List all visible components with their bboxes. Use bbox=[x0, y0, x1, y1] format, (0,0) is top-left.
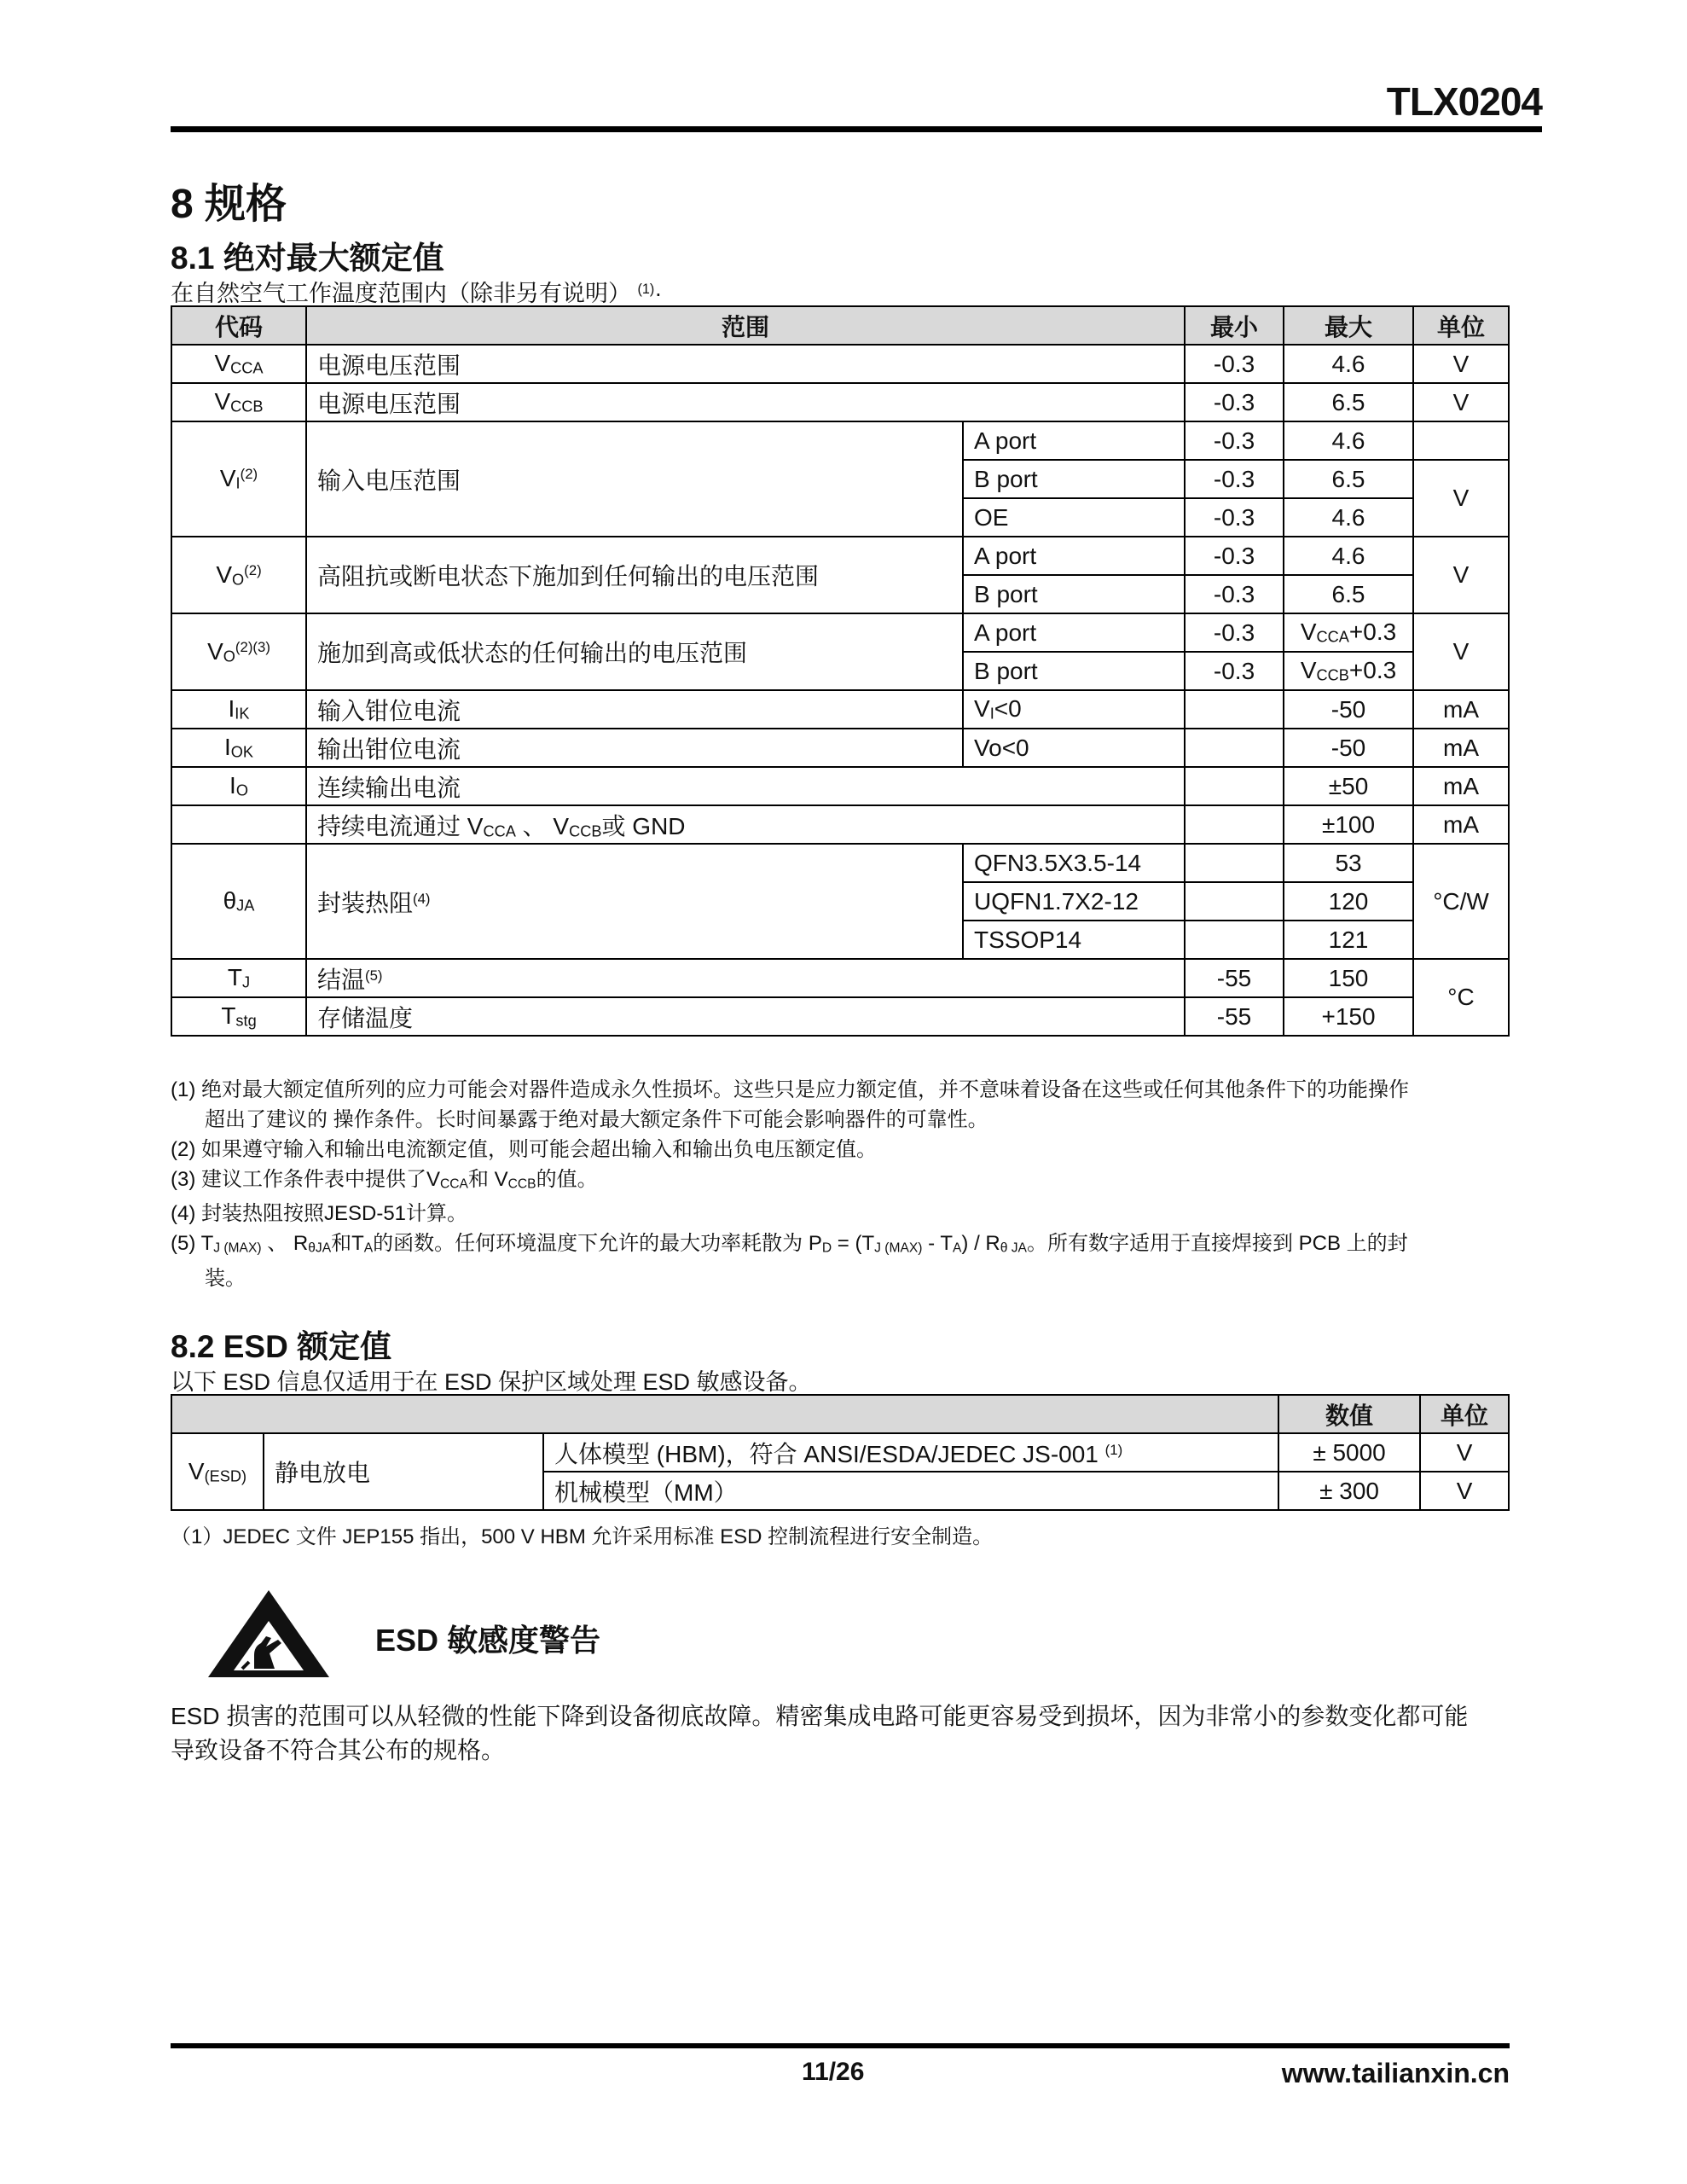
esd-warning-body bbox=[171, 1699, 1544, 1768]
table-row bbox=[171, 613, 1509, 652]
section-title: 8 规格 bbox=[171, 182, 287, 227]
param-cond: $V_I<0$ bbox=[963, 690, 1185, 729]
table-header-row bbox=[171, 306, 1509, 345]
table-row bbox=[171, 729, 1509, 767]
param-min: -0.3 bbox=[1185, 345, 1284, 383]
param-min: -55 bbox=[1185, 997, 1284, 1036]
param-min: -0.3 bbox=[1185, 537, 1284, 575]
param-unit: mA bbox=[1413, 805, 1509, 844]
subsection-title-esd: 8.2 ESD 额定值 bbox=[171, 1329, 392, 1364]
param-code: $I_O$ bbox=[171, 767, 306, 805]
param-desc: 结温$^{(5)}$ bbox=[306, 959, 1185, 997]
param-cond: A port bbox=[963, 613, 1185, 652]
table-row bbox=[171, 345, 1509, 383]
param-min bbox=[1185, 767, 1284, 805]
footnote: (3) 建议工作条件表中提供了$V_{CCA}$和 $V_{CCB}$的值。 bbox=[171, 1168, 598, 1192]
param-max: 120 bbox=[1284, 882, 1413, 921]
param-cond: UQFN1.7X2-12 bbox=[963, 882, 1185, 921]
table-row bbox=[171, 844, 1509, 882]
param-unit bbox=[1413, 421, 1509, 460]
footnote: (5) $T_{J (MAX)}$ 、 $R_{\theta JA}$和$T_A$的函数。任何环境温度下允许的最大功率耗散为 $P_D = (T_{J (MAX)} - T_A) / R_{\theta JA}$。所有数字适用于直接焊接到 PCB 上的封 bbox=[171, 1232, 1408, 1256]
param-desc: 输入钳位电流 bbox=[306, 690, 963, 729]
param-max: $V_{CCA}+0.3$ bbox=[1284, 613, 1413, 652]
param-max: 4.6 bbox=[1284, 421, 1413, 460]
page-number: 11/26 bbox=[802, 2058, 865, 2086]
param-min: -0.3 bbox=[1185, 460, 1284, 498]
param-max: ±50 bbox=[1284, 767, 1413, 805]
param-unit: V bbox=[1420, 1472, 1509, 1510]
footnote: 装。 bbox=[205, 1266, 246, 1290]
col-header-code: 代码 bbox=[171, 306, 306, 345]
param-unit: V bbox=[1413, 345, 1509, 383]
footnote: (2) 如果遵守输入和输出电流额定值，则可能会超出输入和输出负电压额定值。 bbox=[171, 1138, 877, 1161]
param-max: 53 bbox=[1284, 844, 1413, 882]
param-min bbox=[1185, 921, 1284, 959]
param-max: $V_{CCB}+0.3$ bbox=[1284, 652, 1413, 690]
param-value: ± 300 bbox=[1278, 1472, 1420, 1510]
param-desc: 连续输出电流 bbox=[306, 767, 1185, 805]
table-row bbox=[171, 383, 1509, 421]
param-desc: 静电放电 bbox=[264, 1433, 543, 1510]
param-code: $V_{(ESD)}$ bbox=[171, 1433, 264, 1510]
param-desc: 输入电压范围 bbox=[306, 421, 963, 537]
param-desc: 电源电压范围 bbox=[306, 383, 1185, 421]
param-min bbox=[1185, 690, 1284, 729]
param-unit: mA bbox=[1413, 690, 1509, 729]
param-max: 4.6 bbox=[1284, 345, 1413, 383]
param-cond: A port bbox=[963, 537, 1185, 575]
col-header-range: 范围 bbox=[306, 306, 1185, 345]
param-cond: QFN3.5X3.5-14 bbox=[963, 844, 1185, 882]
param-min: -55 bbox=[1185, 959, 1284, 997]
param-min bbox=[1185, 882, 1284, 921]
param-code: $V_{CCA}$ bbox=[171, 345, 306, 383]
param-max: 121 bbox=[1284, 921, 1413, 959]
esd-warning-title: ESD 敏感度警告 bbox=[375, 1623, 601, 1658]
param-max: 6.5 bbox=[1284, 575, 1413, 613]
col-header-unit: 单位 bbox=[1413, 306, 1509, 345]
param-max: ±100 bbox=[1284, 805, 1413, 844]
paragraph-line: ESD 损害的范围可以从轻微的性能下降到设备彻底故障。精密集成电路可能更容易受到损坏，因为非常小的参数变化都可能 bbox=[171, 1703, 1469, 1729]
col-header-unit: 单位 bbox=[1420, 1395, 1509, 1433]
table-row bbox=[171, 959, 1509, 997]
param-unit: V bbox=[1413, 460, 1509, 537]
param-min bbox=[1185, 729, 1284, 767]
footnote: （1）JEDEC 文件 JEP155 指出，500 V HBM 允许采用标准 ESD 控制流程进行安全制造。 bbox=[171, 1525, 994, 1548]
param-min: -0.3 bbox=[1185, 575, 1284, 613]
param-desc: 施加到高或低状态的任何输出的电压范围 bbox=[306, 613, 963, 690]
param-min: -0.3 bbox=[1185, 383, 1284, 421]
table-row bbox=[171, 767, 1509, 805]
param-cond: Vo<0 bbox=[963, 729, 1185, 767]
col-header-min: 最小 bbox=[1185, 306, 1284, 345]
param-min: -0.3 bbox=[1185, 613, 1284, 652]
param-unit: mA bbox=[1413, 767, 1509, 805]
param-code: $T_{stg}$ bbox=[171, 997, 306, 1036]
col-header-value: 数值 bbox=[1278, 1395, 1420, 1433]
abs-max-table bbox=[171, 305, 1510, 1037]
param-unit: V bbox=[1413, 613, 1509, 690]
param-code: $V_{CCB}$ bbox=[171, 383, 306, 421]
table-header-row bbox=[171, 1395, 1509, 1433]
abs-max-intro: 在自然空气工作温度范围内（除非另有说明） $^{(1)}$· bbox=[171, 281, 663, 306]
footnote: (1) 绝对最大额定值所列的应力可能会对器件造成永久性损坏。这些只是应力额定值，并不意味着设备在这些或任何其他条件下的功能操作 bbox=[171, 1078, 1409, 1101]
col-header-max: 最大 bbox=[1284, 306, 1413, 345]
table-row bbox=[171, 690, 1509, 729]
param-unit: °C/W bbox=[1413, 844, 1509, 959]
param-max: +150 bbox=[1284, 997, 1413, 1036]
param-desc: 持续电流通过 $V_{CCA}$ 、 $V_{CCB}$或 GND bbox=[306, 805, 1185, 844]
esd-table bbox=[171, 1394, 1510, 1511]
param-max: -50 bbox=[1284, 729, 1413, 767]
param-cond: B port bbox=[963, 460, 1185, 498]
param-cond: TSSOP14 bbox=[963, 921, 1185, 959]
param-desc: 输出钳位电流 bbox=[306, 729, 963, 767]
param-desc: 存储温度 bbox=[306, 997, 1185, 1036]
param-code: $V_O^{(2)(3)}$ bbox=[171, 613, 306, 690]
param-code: $I_{IK}$ bbox=[171, 690, 306, 729]
header-rule bbox=[171, 126, 1542, 132]
param-value: ± 5000 bbox=[1278, 1433, 1420, 1472]
param-unit: V bbox=[1413, 383, 1509, 421]
footer-rule bbox=[171, 2043, 1510, 2048]
table-row bbox=[171, 537, 1509, 575]
esd-sensitive-icon bbox=[205, 1587, 333, 1681]
table-row bbox=[171, 805, 1509, 844]
param-cond: B port bbox=[963, 575, 1185, 613]
param-max: -50 bbox=[1284, 690, 1413, 729]
param-max: 4.6 bbox=[1284, 498, 1413, 537]
table-row bbox=[171, 997, 1509, 1036]
param-desc: 电源电压范围 bbox=[306, 345, 1185, 383]
param-min bbox=[1185, 805, 1284, 844]
table-row bbox=[171, 1433, 1509, 1472]
param-max: 150 bbox=[1284, 959, 1413, 997]
paragraph-line: 导致设备不符合其公布的规格。 bbox=[171, 1737, 506, 1763]
param-min: -0.3 bbox=[1185, 498, 1284, 537]
param-min: -0.3 bbox=[1185, 652, 1284, 690]
param-max: 4.6 bbox=[1284, 537, 1413, 575]
param-unit: V bbox=[1420, 1433, 1509, 1472]
param-code: $T_J$ bbox=[171, 959, 306, 997]
param-min: -0.3 bbox=[1185, 421, 1284, 460]
document-part-number: TLX0204 bbox=[1386, 79, 1542, 124]
param-desc: 高阻抗或断电状态下施加到任何输出的电压范围 bbox=[306, 537, 963, 613]
table-row bbox=[171, 421, 1509, 460]
param-code: $V_I^{(2)}$ bbox=[171, 421, 306, 537]
footnote: (4) 封装热阻按照JESD-51计算。 bbox=[171, 1202, 468, 1226]
param-max: 6.5 bbox=[1284, 460, 1413, 498]
param-cond: OE bbox=[963, 498, 1185, 537]
param-code bbox=[171, 805, 306, 844]
param-code: $I_{OK}$ bbox=[171, 729, 306, 767]
param-code: $\theta_{JA}$ bbox=[171, 844, 306, 959]
param-min bbox=[1185, 844, 1284, 882]
footnote: 超出了建议的 操作条件。长时间暴露于绝对最大额定条件下可能会影响器件的可靠性。 bbox=[205, 1108, 988, 1131]
param-cond: A port bbox=[963, 421, 1185, 460]
param-cond: 人体模型 (HBM)，符合 ANSI/ESDA/JEDEC JS-001 $^{(1)}$ bbox=[543, 1433, 1278, 1472]
param-unit: °C bbox=[1413, 959, 1509, 1036]
param-max: 6.5 bbox=[1284, 383, 1413, 421]
abs-max-footnotes bbox=[171, 1075, 1518, 1293]
esd-intro: 以下 ESD 信息仅适用于在 ESD 保护区域处理 ESD 敏感设备。 bbox=[171, 1369, 812, 1395]
param-desc: 封装热阻$^{(4)}$ bbox=[306, 844, 963, 959]
param-unit: mA bbox=[1413, 729, 1509, 767]
col-header-blank bbox=[171, 1395, 1278, 1433]
footer-website: www.tailianxin.cn bbox=[1281, 2058, 1510, 2088]
param-code: $V_O^{(2)}$ bbox=[171, 537, 306, 613]
esd-footnote bbox=[171, 1522, 1518, 1552]
param-cond: B port bbox=[963, 652, 1185, 690]
param-cond: 机械模型（MM） bbox=[543, 1472, 1278, 1510]
subsection-title-abs-max: 8.1 绝对最大额定值 bbox=[171, 241, 444, 276]
param-unit: V bbox=[1413, 537, 1509, 613]
